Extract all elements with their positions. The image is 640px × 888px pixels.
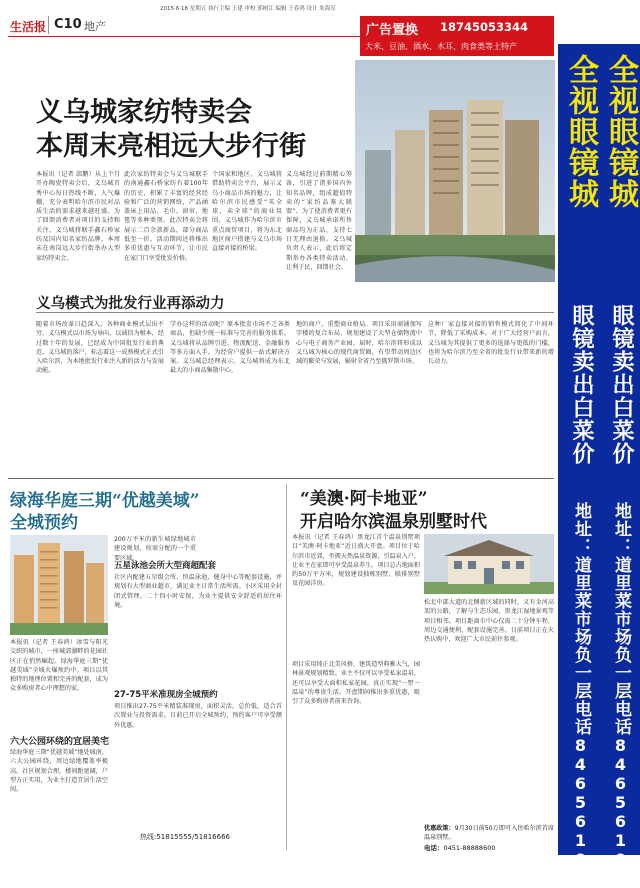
article3-subhead2: 五星泳池会所大型商超配套: [114, 561, 217, 571]
newspaper-logo: 生活报: [10, 20, 47, 34]
article3-column2b: 项目推出27-75平米精装准现房，面积灵活，总价低，适合首次置业与投资需求。目前已开启全城预约，预约客户可享受额外优惠。: [114, 703, 282, 729]
side-ad-store-name-2: 全视眼镜城: [603, 54, 638, 209]
article3-headline-line1: 绿海华庭三期“优越美域”: [10, 491, 200, 511]
article4-headline-line2: 开启哈尔滨温泉别墅时代: [300, 512, 487, 532]
article3-subhead3: 27-75平米准现房全城预约: [114, 690, 218, 700]
top-ad-title: 广告置换: [366, 23, 419, 38]
article3-column1: 本报讯（记者 王春鸿）冰雪与阳光交织的城市，一座城郊湖畔的花园社区正在悄然崛起。绿海华庭三期“优越美域”全城火爆预约中。项目以其独特的地理位置和完善的配套，成为众多购房者心中理想的家。: [10, 639, 108, 693]
side-ad-slogan-2: 眼镜卖出白菜价: [609, 304, 634, 465]
article4-column3: 松北中部大道的北侧新区域的同时，又有金河高架的公路，了解与生态乐园、黑龙江湿地景观等项目相邻。项目距离市中心仅需二十分钟车程，周边交通便利，配套设施完善。目前项目正在火热认购中，欢迎广大市民前往参观。: [424, 599, 554, 644]
article3-subhead1: 六大公园环绕的宜居美宅: [10, 737, 110, 747]
top-ad-subtitle: 大米、豆油、酒水、木耳、肉食类等土特产: [365, 42, 517, 51]
article2-column3: 地的商户，重塑商业格局。项目采用商铺加写字楼的复合布局，规划建设了大型仓储物流中心与电子商务产业园。届时，哈尔滨将形成以义乌城为核心的现代商贸圈，有望带动周边区域的繁荣与发展，辐射全省乃至俄罗斯市场。: [296, 321, 422, 366]
side-ad-store-name-1: 全视眼镜城: [563, 54, 598, 209]
section-rule: [8, 478, 554, 479]
article4-column2: 项目采用纯正北美风格，建筑造型典雅大气，园林景观规划精致。业主不仅可以享受私家温泉，还可以享受大面积私家花园，真正实现“一墅一温泉”的尊贵生活。开盘期间推出多重优惠，吸引了众多购房者前来咨询。: [292, 661, 420, 706]
article4-offer-text: 9月30日前50万即可入住哈尔滨首席温泉别墅。: [424, 825, 554, 842]
side-ad-phone-2: 84656103: [611, 736, 630, 888]
article4-photo: [424, 534, 554, 594]
article2-column2: 学办这样的活动呢？原本批发市场不乏各类商品，但缺少统一标准与完善的服务体系。义乌城将从品牌引进、物流配送、金融服务等多方面入手，为经营户提供一站式解决方案。义乌城总经理表示，义乌城将成为东北最大的小商品集散中心。: [170, 321, 290, 375]
article1-column3: 个国家和地区。义乌城将借助特卖会平台，展示义乌小商品市场的魅力，让哈尔滨市民感受“买全球、卖全球”的商业氛围。义乌城作为哈尔滨市重点商贸项目，将为东北地区商户搭建与义乌市场直接对接的桥梁。: [212, 171, 282, 253]
article3-photo: [10, 535, 108, 635]
side-ad: [558, 44, 640, 888]
article4-headline-line1: “美澳·阿卡地亚”: [300, 489, 428, 509]
article2-column1: 随着市场改革日趋深入，各种商业模式层出不穷。义乌模式以市场为导向，以诚信为根本，经过数十年的发展，已经成为中国批发行业的典范。义乌城的落户，标志着这一成熟模式正式引入哈尔滨，为本地批发行业注入新的活力与发展动能。: [36, 321, 164, 375]
article1-headline-line1: 义乌城家纺特卖会: [36, 97, 252, 128]
side-ad-address-1: 地址：道里菜市场负一层电话: [571, 502, 591, 736]
article4-offer-label: 优惠政策：: [424, 825, 455, 832]
article3-intro: 200万平米的新生城绿地城市建设规划，按需分配的一个重要区域。: [114, 536, 196, 562]
article4-phone: 0451-88888600: [443, 844, 496, 852]
article3-hotline: 热线:51815555/51816666: [140, 833, 230, 841]
article1-column4: 义乌城经过前期精心筹备，引进了诸多国内外知名品牌，组成超值特卖的“家纺品鉴大联盟”。为了使消费者更有保障，义乌城承诺所售商品均为正品，支持七日无理由退换。义乌城负责人表示，此后将定期举办各类特卖活动，让利于民，回馈社会。: [286, 171, 352, 271]
article3-column1b: 绿海华庭三期“优越美域”地处城南，六大公园环绕，周边绿地覆盖率极高。社区规划合理，楼间距宽阔，户型方正实用，为业主打造宜居生活空间。: [10, 749, 108, 794]
article1-column2: 此次家纺特卖会与义乌城联手的南通鑫石桥家纺有着100年的历史，积累了丰富的经营经验和广泛的营销网络，产品涵盖床上用品、毛巾、窗帘、地毯等多种类别。此次特卖会将展示二百余款新品，部分商品低至一折，活动期间还将推出多重优惠与互动环节，让市民在家门口享受批发价格。: [124, 171, 208, 262]
article4-column1: 本报讯（记者 王春鸿）黑龙江首个温泉别墅项目“美澳·阿卡地亚”近日盛大开盘。项目位于哈尔滨市近郊，坐拥天然温泉资源，引温泉入户，让业主在家即可享受温泉养生。项目总占地面积约50万平方米，规划建设独栋别墅、联排别墅及花园洋房。: [292, 534, 420, 588]
article3-headline-line2: 全城预约: [10, 513, 78, 533]
side-ad-address-2: 地址：道里菜市场负一层电话: [611, 502, 631, 736]
side-ad-phone-1: 84656103: [571, 736, 590, 888]
masthead-divider: [48, 16, 49, 34]
column-divider: [286, 484, 287, 850]
top-ad: [360, 16, 554, 56]
article3-column2: 社区内配建五星级会所、恒温泳池、健身中心等配套设施，并规划有大型商业超市，满足业主日常生活所需。小区采用全封闭式管理，二十四小时安保，为业主提供安全舒适的居住环境。: [114, 574, 282, 609]
top-ad-phone: 18745053344: [440, 20, 529, 34]
article4-offer: [424, 824, 554, 844]
article1-headline-line2: 本周末亮相远大步行街: [36, 131, 306, 162]
date-line: 2015·6·18 星期五 执行主编 王建 审校 郭树江 编辑 王春鸿 设计 朱海军: [160, 6, 336, 12]
article2-rule: [36, 312, 554, 313]
article1-photo: [355, 60, 555, 282]
article4-phone-label: 电话：: [424, 844, 444, 852]
article2-column4: 这种厂家直接对接的销售模式简化了中间环节，降低了采购成本。对于广大经营户而言，义乌城为其提供了更多的选择与更低的门槛，也将为哈尔滨乃至全省的批发行业带来新的增长动力。: [428, 321, 554, 366]
article2-headline: 义乌模式为批发行业再添动力: [36, 295, 225, 312]
section-code: C10: [54, 17, 82, 32]
article1-column1: 本报讯（记者 邱鹏）从上个月开办陶瓷特卖会后，义乌城首秀中心每日热线不断，人气爆棚，充分表明哈尔滨市民对品质生活的需求越来越旺盛。为了回馈消费者对项目的支持和关注，义乌城将联手鑫石桥家纺及国内知名家纺品牌，本周末在南岗远大步行街举办大型家纺特卖会。: [36, 171, 120, 262]
section-name: 地产: [84, 20, 106, 33]
side-ad-slogan-1: 眼镜卖出白菜价: [569, 304, 594, 465]
article4-phone-line: [424, 843, 495, 852]
